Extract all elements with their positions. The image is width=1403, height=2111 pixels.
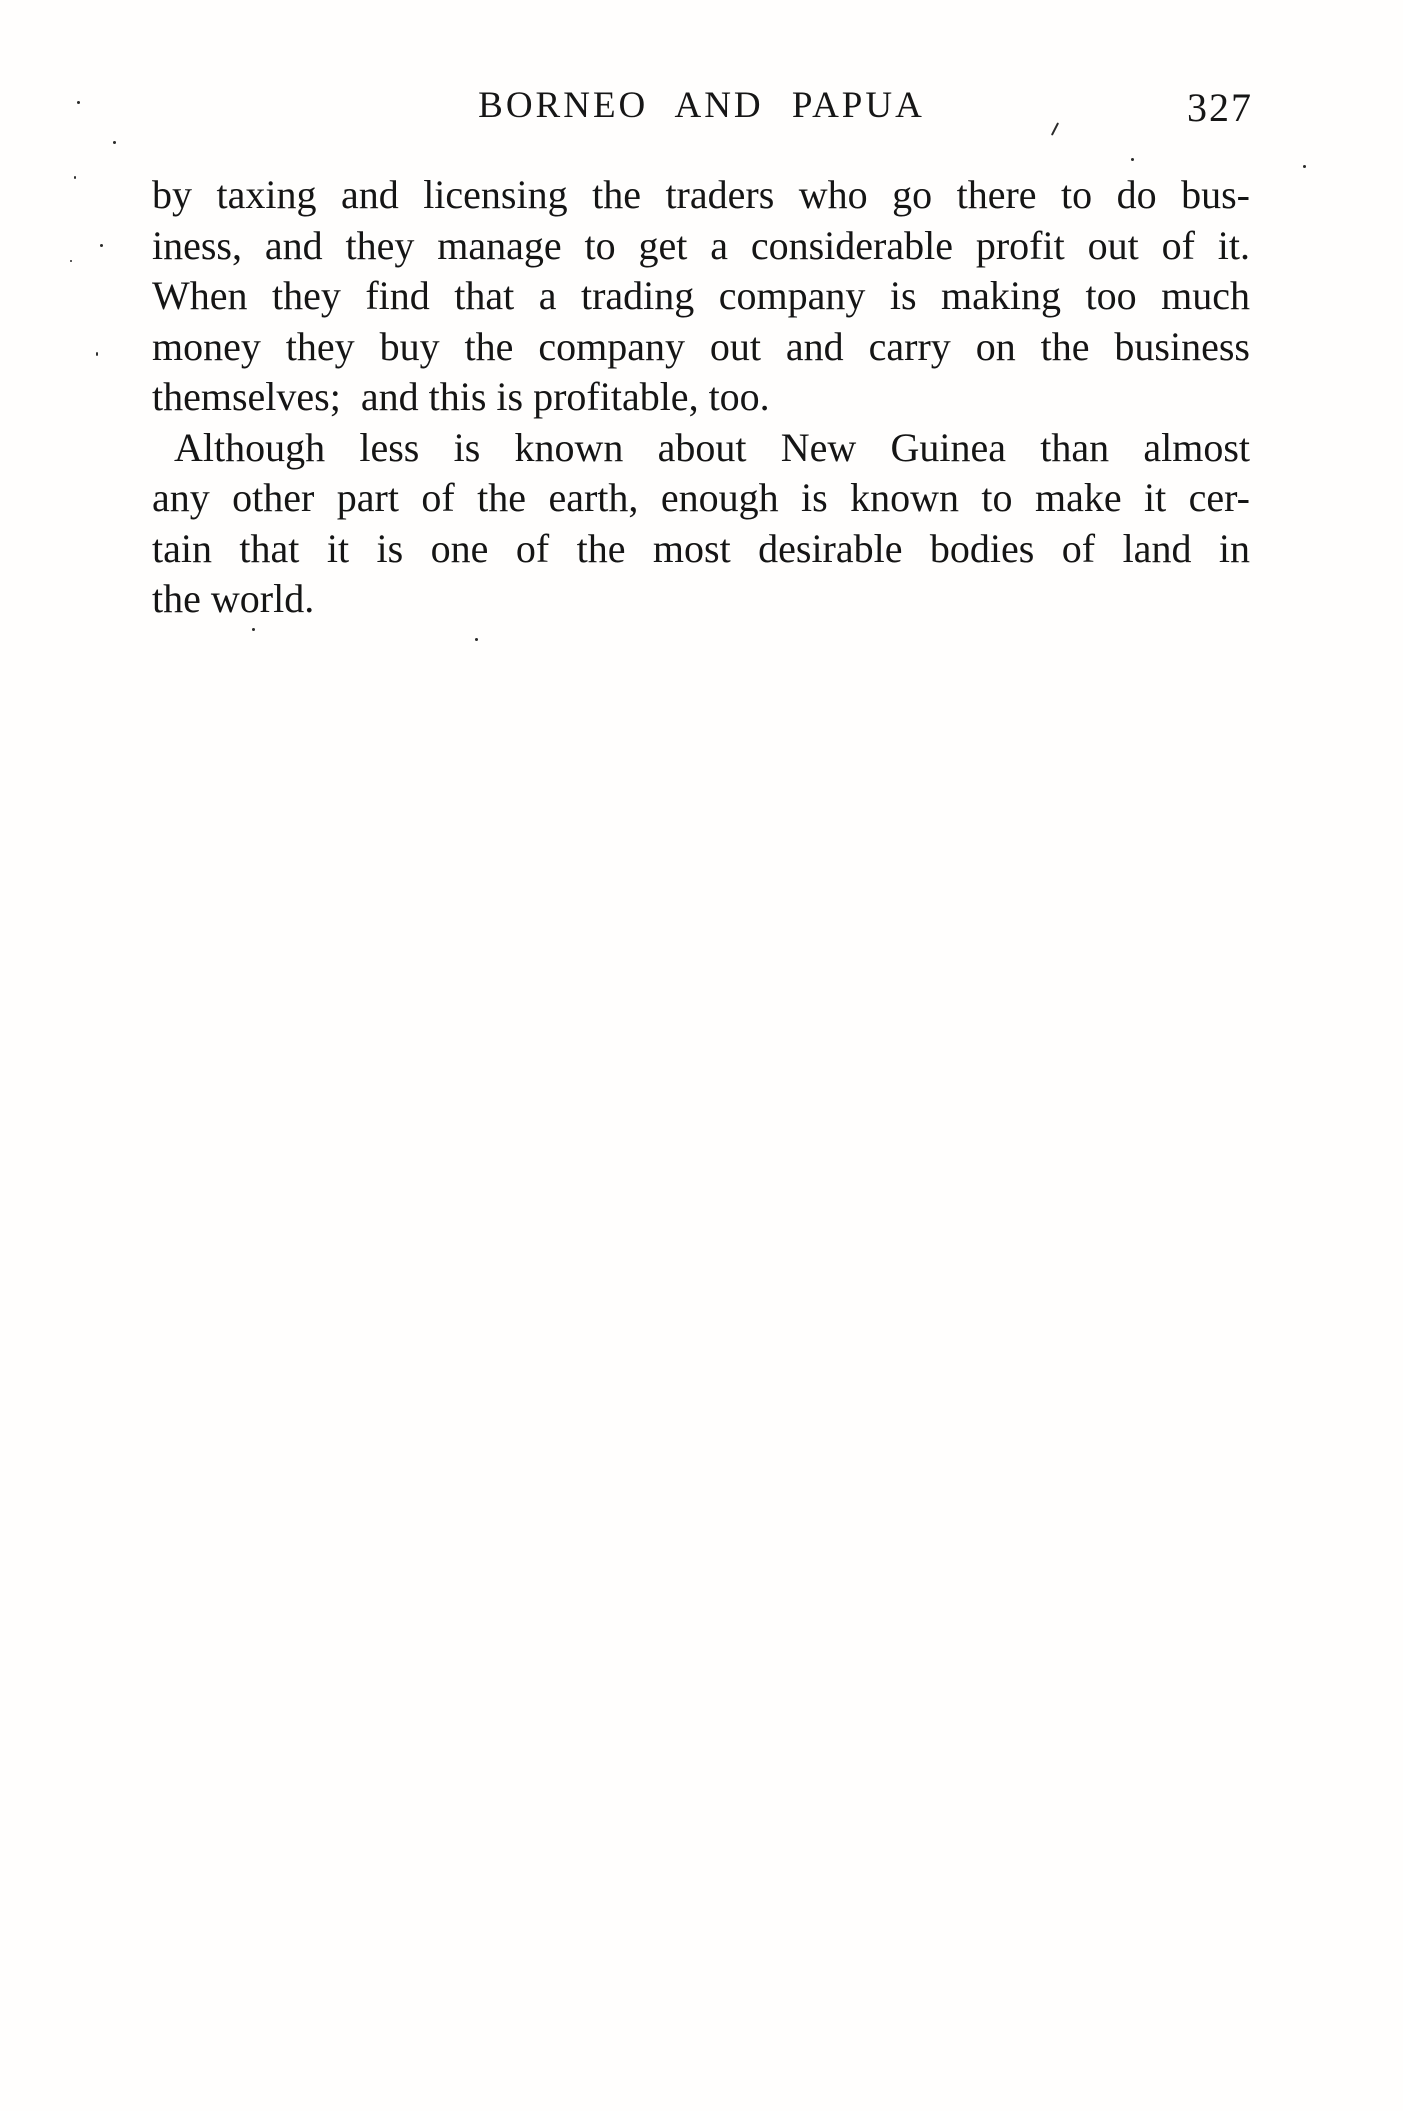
text-line: themselves; and this is profitable, too. <box>152 374 770 419</box>
text-line: any other part of the earth, enough is known to make it cer- <box>152 475 1250 520</box>
paragraph <box>152 170 1250 423</box>
page-header <box>0 84 1403 130</box>
scan-speck <box>1131 158 1134 161</box>
scan-speck <box>113 141 116 144</box>
text-line: When they find that a trading company is making too much <box>152 273 1250 318</box>
text-line: tain that it is one of the most desirable bodies of land in <box>152 525 1250 571</box>
scan-speck <box>1303 165 1306 168</box>
scan-speck <box>100 244 103 247</box>
scan-speck <box>96 352 98 356</box>
page-number: 327 <box>1187 85 1253 130</box>
scan-speck <box>77 101 80 104</box>
text-line: by taxing and licensing the traders who go there to do bus- <box>152 172 1250 217</box>
text-line: iness, and they manage to get a considerable profit out of it. <box>152 222 1250 268</box>
text-line: money they buy the company out and carry on the business <box>152 323 1250 369</box>
scan-speck <box>70 260 72 262</box>
running-head-title: BORNEO AND PAPUA <box>478 85 925 126</box>
scan-speck <box>475 638 478 641</box>
paragraph <box>152 423 1250 625</box>
scan-speck <box>252 628 255 631</box>
text-line: the world. <box>152 576 315 621</box>
text-line: Although less is known about New Guinea than almost <box>174 424 1250 470</box>
page-body <box>152 170 1250 625</box>
scan-speck <box>74 176 76 179</box>
